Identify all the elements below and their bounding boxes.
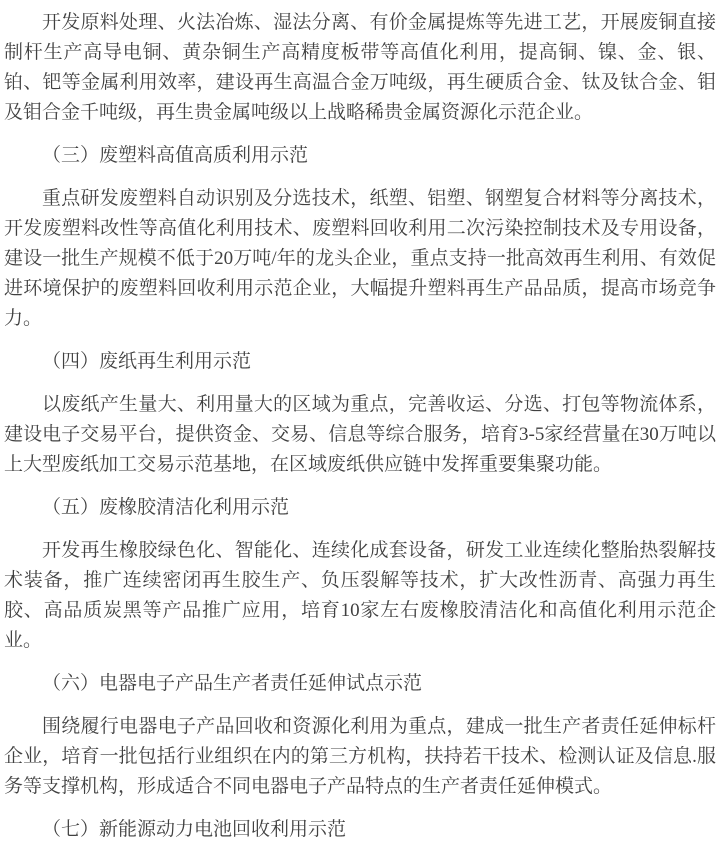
heading-ev-battery-recycling-demo: （七）新能源动力电池回收利用示范 [42,819,347,840]
paragraph-waste-rubber-demo: 开发再生橡胶绿色化、智能化、连续化成套设备，研发工业连续化整胎热裂解技术装备，推广连续密闭再生胶生产、负压裂解等技术，扩大改性沥青、高强力再生胶、高品质炭黑等产品推广应用，培育10家左右废橡胶清洁化和高值化利用示范企业。 [4,540,716,651]
paragraph-waste-paper-demo: 以废纸产生量大、利用量大的区域为重点，完善收运、分选、打包等物流体系，建设电子交易平台，提供资金、交易、信息等综合服务，培育3-5家经营量在30万吨以上大型废纸加工交易示范基地，在区域废纸供应链中发挥重要集聚功能。 [4,394,716,475]
paragraph-waste-plastics-demo: 重点研发废塑料自动识别及分选技术，纸塑、铝塑、钢塑复合材料等分离技术，开发废塑料改性等高值化利用技术、废塑料回收利用二次污染控制技术及专用设备，建设一批生产规模不低于20万吨/年的龙头企业，重点支持一批高效再生利用、有效促进环境保护的废塑料回收利用示范企业，大幅提升塑料再生产品品质，提高市场竞争力。 [4,188,716,329]
heading-waste-paper-demo: （四）废纸再生利用示范 [42,351,252,372]
heading-waste-rubber-demo: （五）废橡胶清洁化利用示范 [42,497,290,518]
paragraph-nonferrous-metal-recycling: 开发原料处理、火法冶炼、湿法分离、有价金属提炼等先进工艺，开展废铜直接制杆生产高导电铜、黄杂铜生产高精度板带等高值化利用，提高铜、镍、金、银、铂、钯等金属利用效率，建设再生高温合金万吨级，再生硬质合金、钛及钛合金、钼及钼合金千吨级，再生贵金属吨级以上战略稀贵金属资源化示范企业。 [4,12,716,123]
paragraph-electronics-producer-responsibility-demo: 围绕履行电器电子产品回收和资源化利用为重点，建成一批生产者责任延伸标杆企业，培育一批包括行业组织在内的第三方机构，扶持若干技术、检测认证及信息.服务等支撑机构，形成适合不同电器电子产品特点的生产者责任延伸模式。 [4,716,716,797]
heading-waste-plastics-demo: （三）废塑料高值高质利用示范 [42,145,309,166]
heading-electronics-producer-responsibility-demo: （六）电器电子产品生产者责任延伸试点示范 [42,673,423,694]
